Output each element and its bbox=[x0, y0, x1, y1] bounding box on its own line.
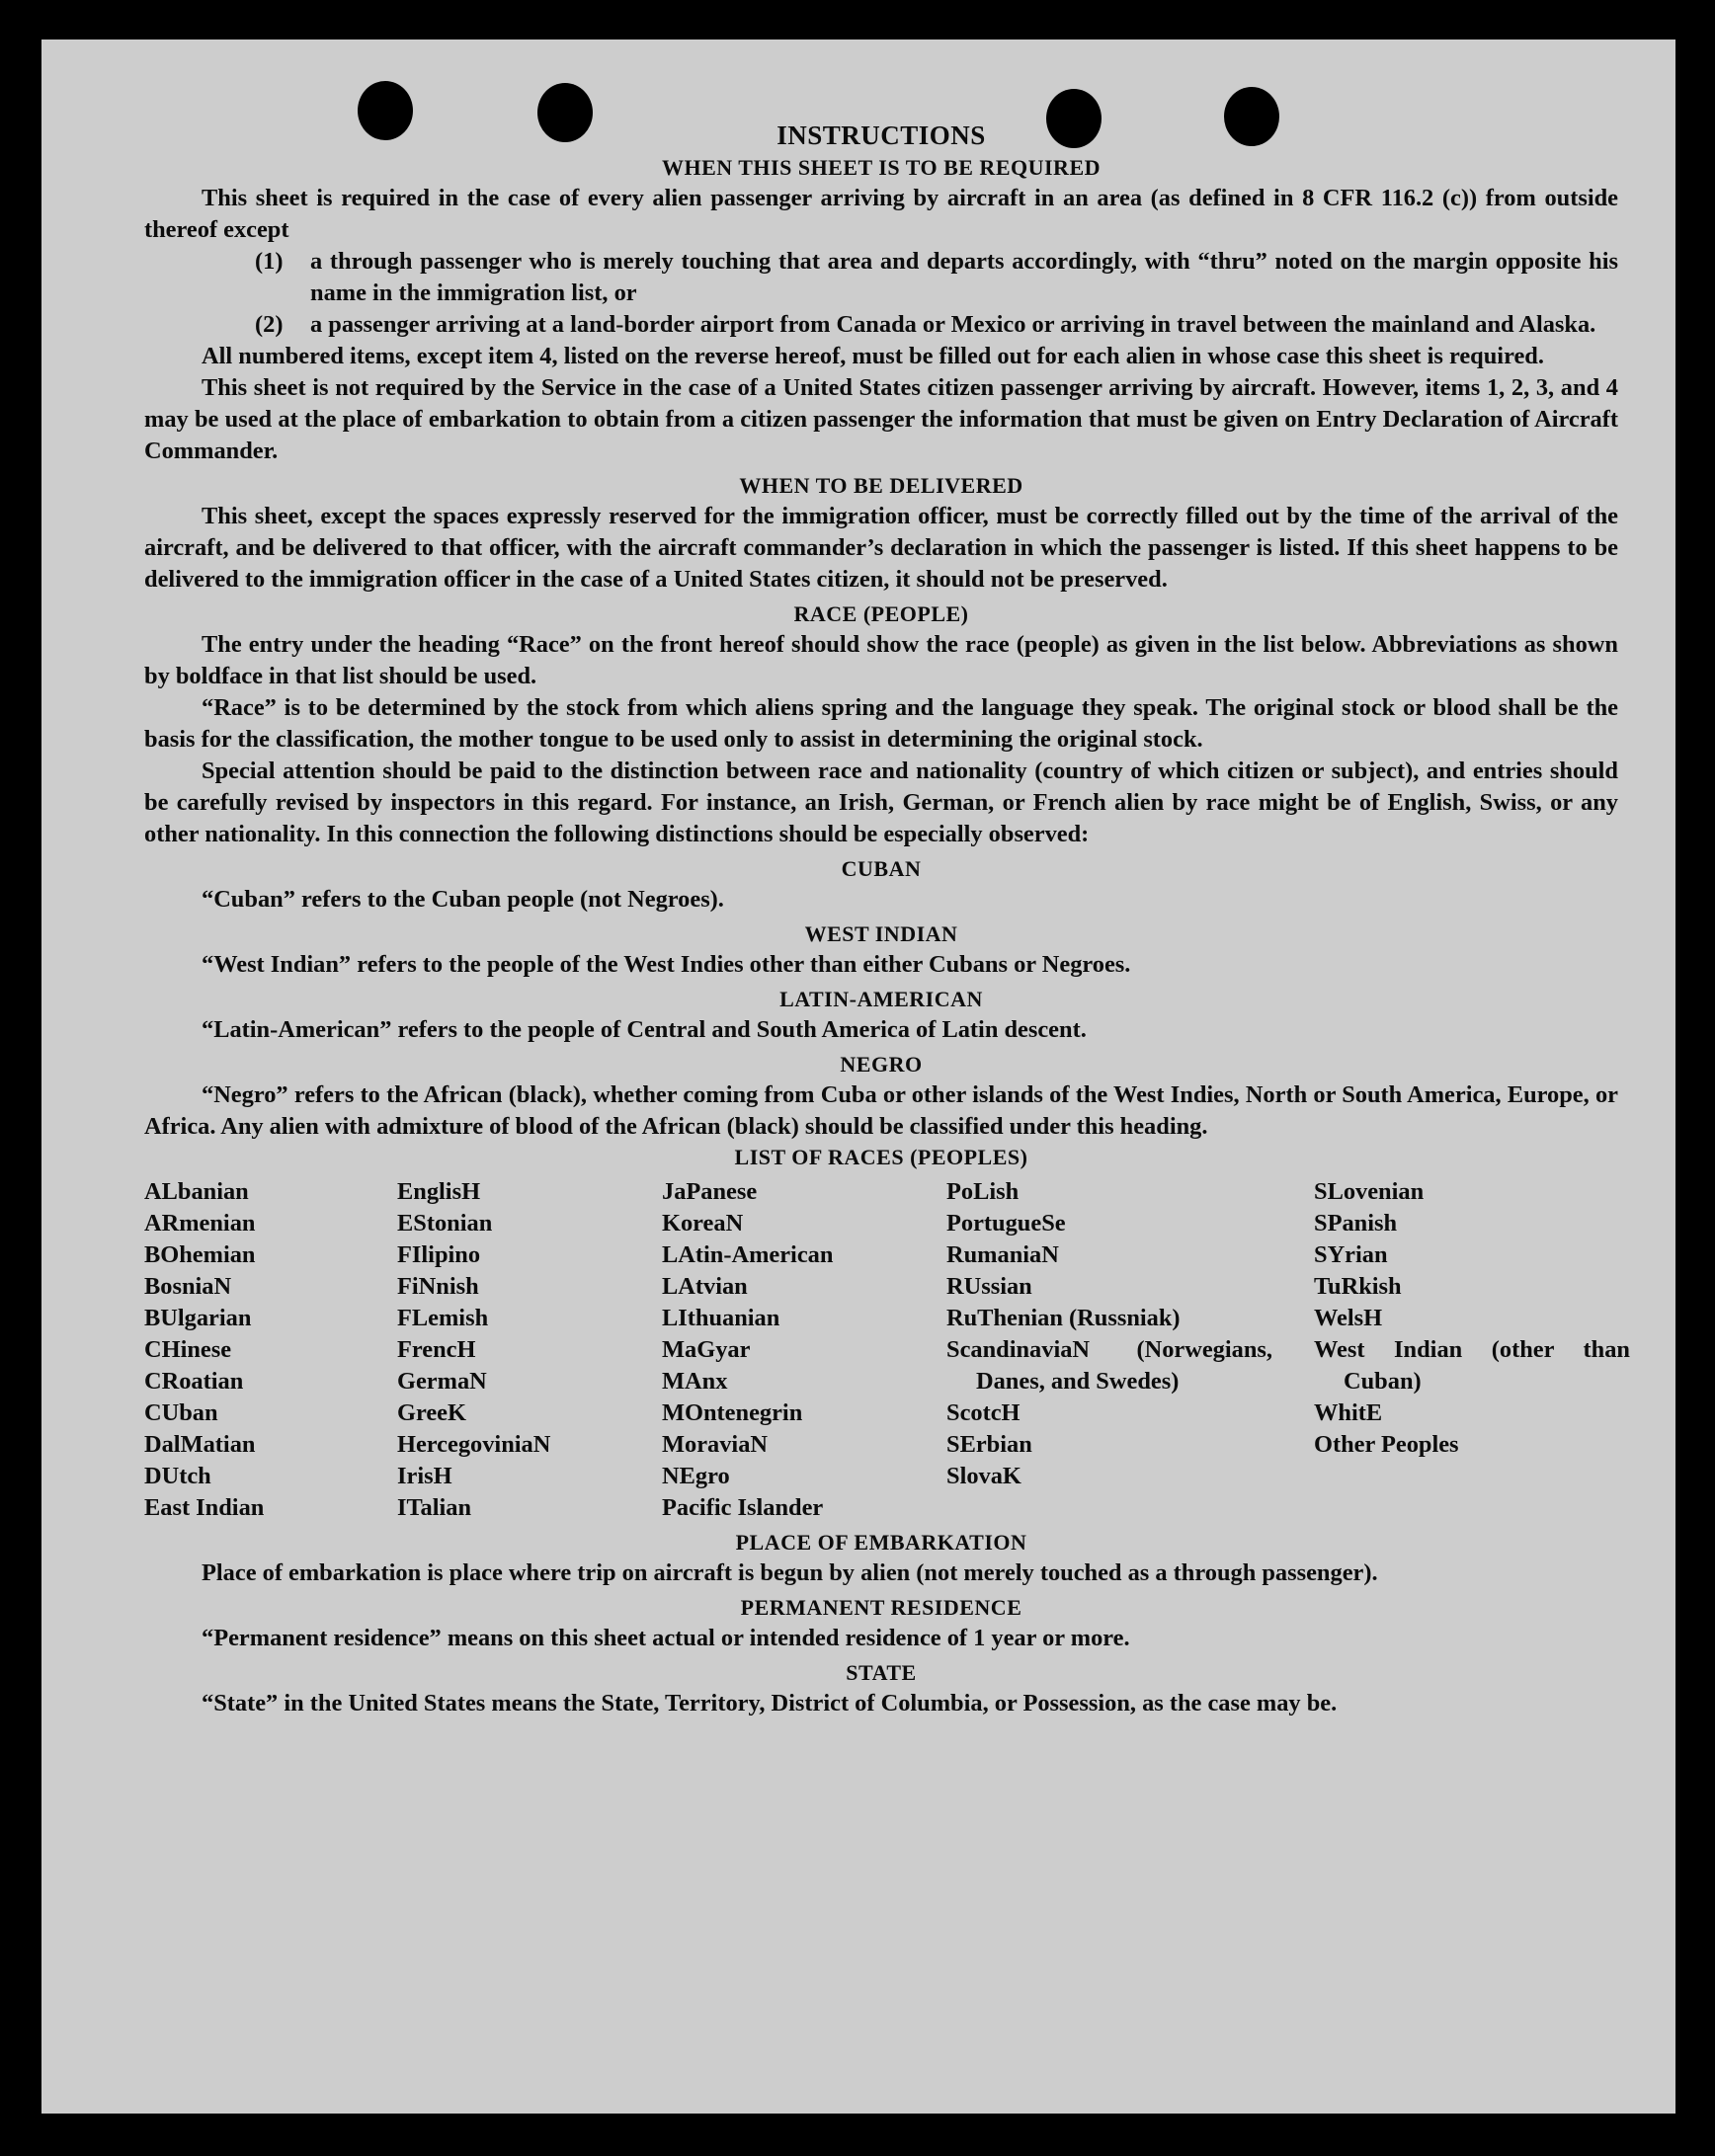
section-heading: WEST INDIAN bbox=[804, 921, 958, 946]
race-column bbox=[946, 1176, 1314, 1524]
race-entry: Pacific Islander bbox=[662, 1494, 824, 1521]
race-entry: ScandinaviaN (Norwegians, Danes, and Swedes) bbox=[946, 1336, 1272, 1395]
race-entry: SLovenian bbox=[1314, 1178, 1425, 1205]
race-entry: EStonian bbox=[397, 1210, 493, 1237]
paragraph: This sheet is not required by the Service in the case of a United States citizen passenger arriving by aircraft. However, items 1, 2, 3, and 4 may be used at the place of embarkation to obtain from a citizen passenger the information that must be given on Entry Declaration of Aircraft Commander. bbox=[144, 374, 1618, 464]
race-entry: FLemish bbox=[397, 1305, 489, 1331]
race-entry: LAtvian bbox=[662, 1273, 748, 1300]
race-entry: MAnx bbox=[662, 1368, 728, 1395]
paragraph: “Latin-American” refers to the people of Central and South America of Latin descent. bbox=[202, 1016, 1087, 1043]
race-entry: MoraviaN bbox=[662, 1431, 769, 1458]
race-entry: TuRkish bbox=[1314, 1273, 1402, 1300]
section-heading: WHEN TO BE DELIVERED bbox=[739, 473, 1023, 498]
paragraph: “Negro” refers to the African (black), whether coming from Cuba or other islands of the West Indies, North or South America, Europe, or Africa. Any alien with admixture of blood of the African (black) should be classified under this heading. bbox=[144, 1081, 1618, 1140]
race-list bbox=[144, 1176, 1630, 1524]
race-entry: RUssian bbox=[946, 1273, 1032, 1300]
paragraph: This sheet, except the spaces expressly reserved for the immigration officer, must be correctly filled out by the time of the arrival of the aircraft, and be delivered to that officer, with the aircraft commander’s declaration in which the passenger is listed. If this sheet happens to be delivered to the immigration officer in the case of a United States citizen, it should not be preserved. bbox=[144, 503, 1618, 593]
race-entry: ALbanian bbox=[144, 1178, 249, 1205]
race-entry: KoreaN bbox=[662, 1210, 744, 1237]
race-column bbox=[1314, 1176, 1630, 1524]
race-entry: BOhemian bbox=[144, 1241, 256, 1268]
race-entry: East Indian bbox=[144, 1494, 265, 1521]
paragraph: All numbered items, except item 4, listed on the reverse hereof, must be filled out for each alien in whose case this sheet is required. bbox=[202, 343, 1544, 369]
race-entry: HercegoviniaN bbox=[397, 1431, 551, 1458]
race-entry: SPanish bbox=[1314, 1210, 1398, 1237]
race-entry: DalMatian bbox=[144, 1431, 256, 1458]
race-entry: FiNnish bbox=[397, 1273, 479, 1300]
race-entry: EnglisH bbox=[397, 1178, 481, 1205]
race-entry: DUtch bbox=[144, 1463, 211, 1489]
race-entry: SYrian bbox=[1314, 1241, 1388, 1268]
section-heading: RACE (PEOPLE) bbox=[793, 601, 969, 626]
race-entry: CRoatian bbox=[144, 1368, 244, 1395]
race-entry: ITalian bbox=[397, 1494, 472, 1521]
item-text: a passenger arriving at a land-border airport from Canada or Mexico or arriving in travel between the mainland and Alaska. bbox=[310, 311, 1596, 338]
section-heading: PLACE OF EMBARKATION bbox=[735, 1530, 1027, 1555]
race-entry: Other Peoples bbox=[1314, 1431, 1459, 1458]
race-column bbox=[397, 1176, 662, 1524]
paragraph: “Race” is to be determined by the stock from which aliens spring and the language they speak. The original stock or blood shall be the basis for the classification, the mother tongue to be used only to assist in determining the original stock. bbox=[144, 694, 1618, 753]
race-entry: FrencH bbox=[397, 1336, 476, 1363]
race-column bbox=[144, 1176, 397, 1524]
race-entry: CUban bbox=[144, 1399, 218, 1426]
race-entry: MOntenegrin bbox=[662, 1399, 803, 1426]
race-entry: ScotcH bbox=[946, 1399, 1021, 1426]
race-entry: LIthuanian bbox=[662, 1305, 780, 1331]
race-entry: PortugueSe bbox=[946, 1210, 1066, 1237]
section-heading: STATE bbox=[846, 1660, 917, 1685]
section-heading: PERMANENT RESIDENCE bbox=[740, 1595, 1022, 1620]
section-heading: CUBAN bbox=[841, 856, 922, 881]
paragraph: “Permanent residence” means on this sheet actual or intended residence of 1 year or more. bbox=[202, 1625, 1130, 1651]
race-entry: RumaniaN bbox=[946, 1241, 1059, 1268]
section-heading: LIST OF RACES (PEOPLES) bbox=[734, 1145, 1028, 1169]
page-title: INSTRUCTIONS bbox=[776, 120, 986, 150]
race-column bbox=[662, 1176, 946, 1524]
race-entry: FIlipino bbox=[397, 1241, 481, 1268]
paragraph: “Cuban” refers to the Cuban people (not Negroes). bbox=[202, 886, 724, 913]
race-entry: GreeK bbox=[397, 1399, 466, 1426]
race-entry: RuThenian (Russniak) bbox=[946, 1305, 1181, 1331]
race-entry: LAtin-American bbox=[662, 1241, 834, 1268]
paragraph: The entry under the heading “Race” on the front hereof should show the race (people) as given in the list below. Abbreviations as shown by boldface in that list should be used. bbox=[144, 631, 1618, 689]
list-item bbox=[255, 309, 1618, 341]
section-heading: LATIN-AMERICAN bbox=[779, 987, 983, 1011]
race-entry: BosniaN bbox=[144, 1273, 232, 1300]
item-number: (1) bbox=[255, 248, 284, 275]
race-entry: West Indian (other than Cuban) bbox=[1314, 1336, 1630, 1395]
paragraph: “West Indian” refers to the people of the West Indies other than either Cubans or Negroes. bbox=[202, 951, 1131, 978]
item-number: (2) bbox=[255, 311, 284, 338]
race-entry: BUlgarian bbox=[144, 1305, 252, 1331]
race-entry: WelsH bbox=[1314, 1305, 1383, 1331]
race-entry: GermaN bbox=[397, 1368, 487, 1395]
race-entry: IrisH bbox=[397, 1463, 452, 1489]
race-entry: JaPanese bbox=[662, 1178, 758, 1205]
item-text: a through passenger who is merely touching that area and departs accordingly, with “thru” noted on the margin opposite his name in the immigration list, or bbox=[310, 248, 1618, 306]
race-entry: ARmenian bbox=[144, 1210, 256, 1237]
race-entry: SlovaK bbox=[946, 1463, 1021, 1489]
race-entry: WhitE bbox=[1314, 1399, 1383, 1426]
list-item bbox=[255, 246, 1618, 309]
paragraph: Special attention should be paid to the distinction between race and nationality (country of which citizen or subject), and entries should be carefully revised by inspectors in this regard. For instance, an Irish, German, or French alien by race might be of English, Swiss, or any other nationality. In this connection the following distinctions should be especially observed: bbox=[144, 758, 1618, 847]
race-entry: SErbian bbox=[946, 1431, 1032, 1458]
instructions-body bbox=[144, 120, 1630, 1719]
document-page bbox=[41, 40, 1675, 2114]
section-heading: WHEN THIS SHEET IS TO BE REQUIRED bbox=[661, 155, 1102, 180]
section-heading: NEGRO bbox=[840, 1052, 923, 1077]
race-entry: PoLish bbox=[946, 1178, 1020, 1205]
race-entry: CHinese bbox=[144, 1336, 232, 1363]
paragraph: “State” in the United States means the State, Territory, District of Columbia, or Possession, as the case may be. bbox=[202, 1690, 1338, 1717]
race-entry: MaGyar bbox=[662, 1336, 751, 1363]
paragraph: Place of embarkation is place where trip on aircraft is begun by alien (not merely touched as a through passenger). bbox=[202, 1559, 1378, 1586]
race-entry: NEgro bbox=[662, 1463, 730, 1489]
paragraph: This sheet is required in the case of every alien passenger arriving by aircraft in an area (as defined in 8 CFR 116.2 (c)) from outside thereof except bbox=[144, 185, 1618, 243]
